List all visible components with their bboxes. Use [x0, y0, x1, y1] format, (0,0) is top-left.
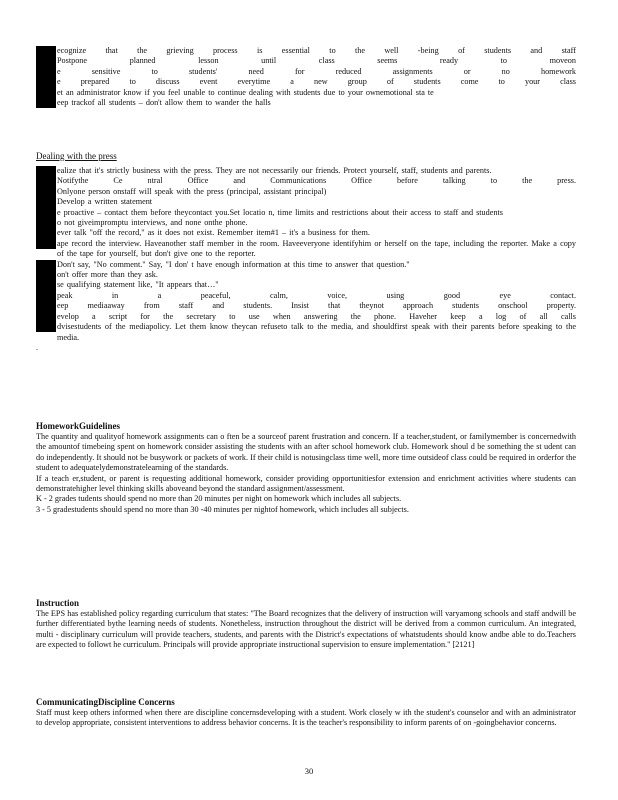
section-heading: HomeworkGuidelines [36, 421, 121, 431]
redaction-block [36, 197, 56, 207]
list-item: eep trackof all students – don't allow them to wander the halls [36, 98, 576, 108]
redaction-block [36, 176, 56, 186]
redaction-block [36, 67, 56, 77]
list-item: Onlyone person onstaff will speak with the press (principal, assistant principal) [36, 187, 576, 197]
list-item: on't offer more than they ask. [36, 270, 576, 280]
list-item: e sensitive to students' need for reduced assignments or no homework [36, 67, 576, 77]
redaction-block [36, 98, 56, 108]
section-heading: Instruction [36, 598, 80, 608]
paragraph: The quantity and qualityof homework assignments can o ften be a sourceof parent frustration and concern. If a teacher,student, or familymember is concernedwith the amountof timebeing spent on homework consider assisting the students with an after school homework club. Homework shoul d be something the st udent can do independently. It should not be busywork or packets of work. If their child is notusingclass time well, more time outsideof class could be required in orderfor the student to adequatelydemonstratelearning of the standards. [36, 432, 576, 473]
redaction-block [36, 322, 56, 332]
list-item: Postpone planned lesson until class seems ready to moveon [36, 56, 576, 66]
list-item: ecognize that the grieving process is essential to the well -being of students and staff [36, 46, 576, 56]
redaction-block [36, 239, 56, 249]
redaction-block [36, 166, 56, 176]
redaction-block [36, 270, 56, 280]
redaction-block [36, 88, 56, 98]
redaction-block [36, 46, 56, 56]
list-item: e proactive – contact them before theycontact you.Set locatio n, time limits and restrictions about their access to staff and students [36, 208, 576, 218]
list-item: ever talk "off the record," as it does not exist. Remember item#1 – it's a business for them. [36, 228, 576, 238]
redaction-block [36, 260, 56, 270]
redaction-block [36, 56, 56, 66]
paragraph: If a teach er,student, or parent is requesting additional homework, consider providing opportunitiesfor extension and enrichment activities where students can demonstratehigher level thinking skills aboveand beyond the standard assignment/assessment. [36, 473, 576, 494]
homework-section [36, 420, 576, 515]
list-item: ape record the interview. Haveanother staff member in the room. Haveeveryone identifyhim or herself on the tape, including the reporter. Make a copy of the tape for yourself, but don't give one to the reporter. [36, 239, 576, 260]
redaction-block [36, 77, 56, 87]
list-item: e prepared to discuss event everytime a new group of students come to your class [36, 77, 576, 87]
list-item: Notifythe Ce ntral Office and Communications Office before talking to the press. [36, 176, 576, 186]
list-item: evelop a script for the secretary to use when answering the phone. Haveher keep a log of all calls [36, 312, 576, 322]
redaction-block [36, 228, 56, 238]
section-heading: CommunicatingDiscipline Concerns [36, 697, 175, 707]
redaction-block [36, 291, 56, 301]
press-section [36, 150, 576, 353]
section-heading: Dealing with the press [36, 151, 117, 161]
redaction-block [36, 312, 56, 322]
list-item: se qualifying statement like, "It appears that…" [36, 280, 576, 290]
list-item: Don't say, "No comment." Say, "I don' t have enough information at this time to answer that question." [36, 260, 576, 270]
page-number: 30 [304, 766, 314, 776]
stray-dot: . [36, 342, 39, 352]
list-item: Develop a written statement [36, 197, 576, 207]
paragraph: 3 - 5 gradestudents should spend no more than 30 -40 minutes per nightof homework, which includes all subjects. [36, 504, 409, 514]
redaction-block [36, 218, 56, 228]
list-item: et an administrator know if you feel unable to continue dealing with students due to your ownemotional sta te [36, 88, 576, 98]
paragraph: Staff must keep others informed when there are discipline concernsdeveloping with a student. Work closely w ith the student's counselor and with an administrator to develop appropriate, consistent interventions to address behavior concerns. It is the teacher's responsibility to inform parents of on -goingbehavior concerns. [36, 708, 576, 728]
list-item: o not giveimpromptu interviews, and none onthe phone. [36, 218, 576, 228]
list-item: eep mediaaway from staff and students. Insist that theynot approach students onschool property. [36, 301, 576, 311]
paragraph: K - 2 grades tudents should spend no more than 20 minutes per night on homework which includes all subjects. [36, 494, 402, 504]
redaction-block [36, 301, 56, 311]
list-item: ealize that it's strictly business with the press. They are not necessarily our friends. Protect yourself, staff, students and parents. [36, 166, 576, 176]
redaction-block [36, 187, 56, 197]
discipline-section [36, 696, 576, 729]
redaction-block [36, 208, 56, 218]
list-item: peak in a peaceful, calm, voice, using good eye contact. [36, 291, 576, 301]
instruction-section [36, 597, 576, 651]
list-item: dvisestudents of the mediapolicy. Let them know theycan refuseto talk to the media, and shouldfirst speak with their parents before speaking to the media. [36, 322, 576, 343]
redaction-block [36, 280, 56, 290]
coping-bullet-list [36, 46, 576, 108]
paragraph: The EPS has established policy regarding curriculum that states: "The Board recognizes that the delivery of instruction will varyamong schools and staff andwill be further differentiated bythe learning needs of students. Nonetheless, instruction throughout the district will be derived from a common curriculum. An integrated, multi - disciplinary curriculum will provide teachers, students, and parents with the District's expectations of whatstudents should know andbe able to do.Teachers are expected to followt he curriculum. Principals will provide appropriate instructional supervision to ensure implementation." [2121] [36, 609, 576, 650]
